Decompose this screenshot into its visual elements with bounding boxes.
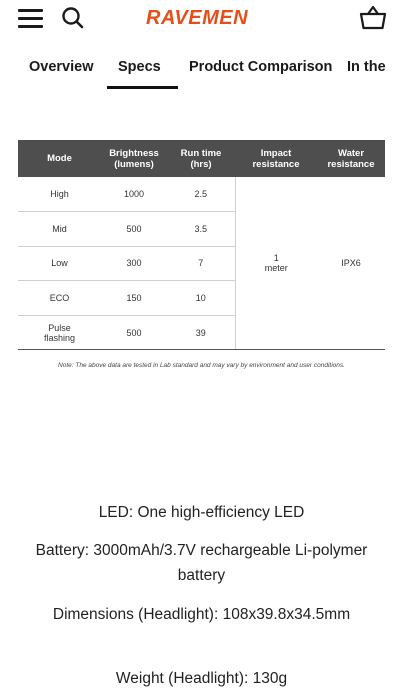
brand-logo[interactable]: RAVEMEN [146,7,249,29]
tab-in-the-box[interactable]: In the [347,59,386,75]
header-impact: Impact resistance [235,140,317,177]
cell-brightness: 1000 [101,177,167,212]
hamburger-menu-icon[interactable] [18,9,43,28]
cell-brightness: 500 [101,315,167,350]
cell-runtime: 39 [167,315,235,350]
cell-mode: Low [18,246,101,281]
tab-product-comparison[interactable]: Product Comparison [189,59,333,75]
header-brightness: Brightness (lumens) [101,140,167,177]
cell-brightness: 150 [101,281,167,316]
cell-runtime: 3.5 [167,212,235,247]
table-header-row [18,140,385,177]
spec-weight: Weight (Headlight): 130g [115,670,288,687]
spec-battery: Battery: 3000mAh/3.7V rechargeable Li-polymer battery [35,542,368,584]
cell-mode: ECO [18,281,101,316]
spec-table [18,140,385,350]
shopping-basket-icon[interactable] [359,5,387,31]
tab-specs[interactable]: Specs [118,59,161,75]
cell-water: IPX6 [317,177,385,350]
cell-mode: Mid [18,212,101,247]
tab-overview[interactable]: Overview [29,59,94,75]
cell-runtime: 2.5 [167,177,235,212]
cell-brightness: 500 [101,212,167,247]
cell-mode: Pulse flashing [18,315,101,350]
header-water: Water resistance [317,140,385,177]
header-runtime: Run time (hrs) [167,140,235,177]
spec-led: LED: One high-efficiency LED [98,504,305,521]
site-header [0,0,403,40]
header-mode: Mode [18,140,101,177]
spec-dimensions: Dimensions (Headlight): 108x39.8x34.5mm [52,606,351,623]
cell-runtime: 7 [167,246,235,281]
active-tab-indicator [107,86,178,89]
section-tabs [0,48,403,92]
cell-impact: 1 meter [235,177,317,350]
cell-runtime: 10 [167,281,235,316]
cell-mode: High [18,177,101,212]
table-row [18,177,385,212]
search-icon[interactable] [61,6,85,30]
cell-brightness: 300 [101,246,167,281]
table-footnote: Note: The above data are tested in Lab standard and may vary by environment and user conditions. [58,362,345,369]
